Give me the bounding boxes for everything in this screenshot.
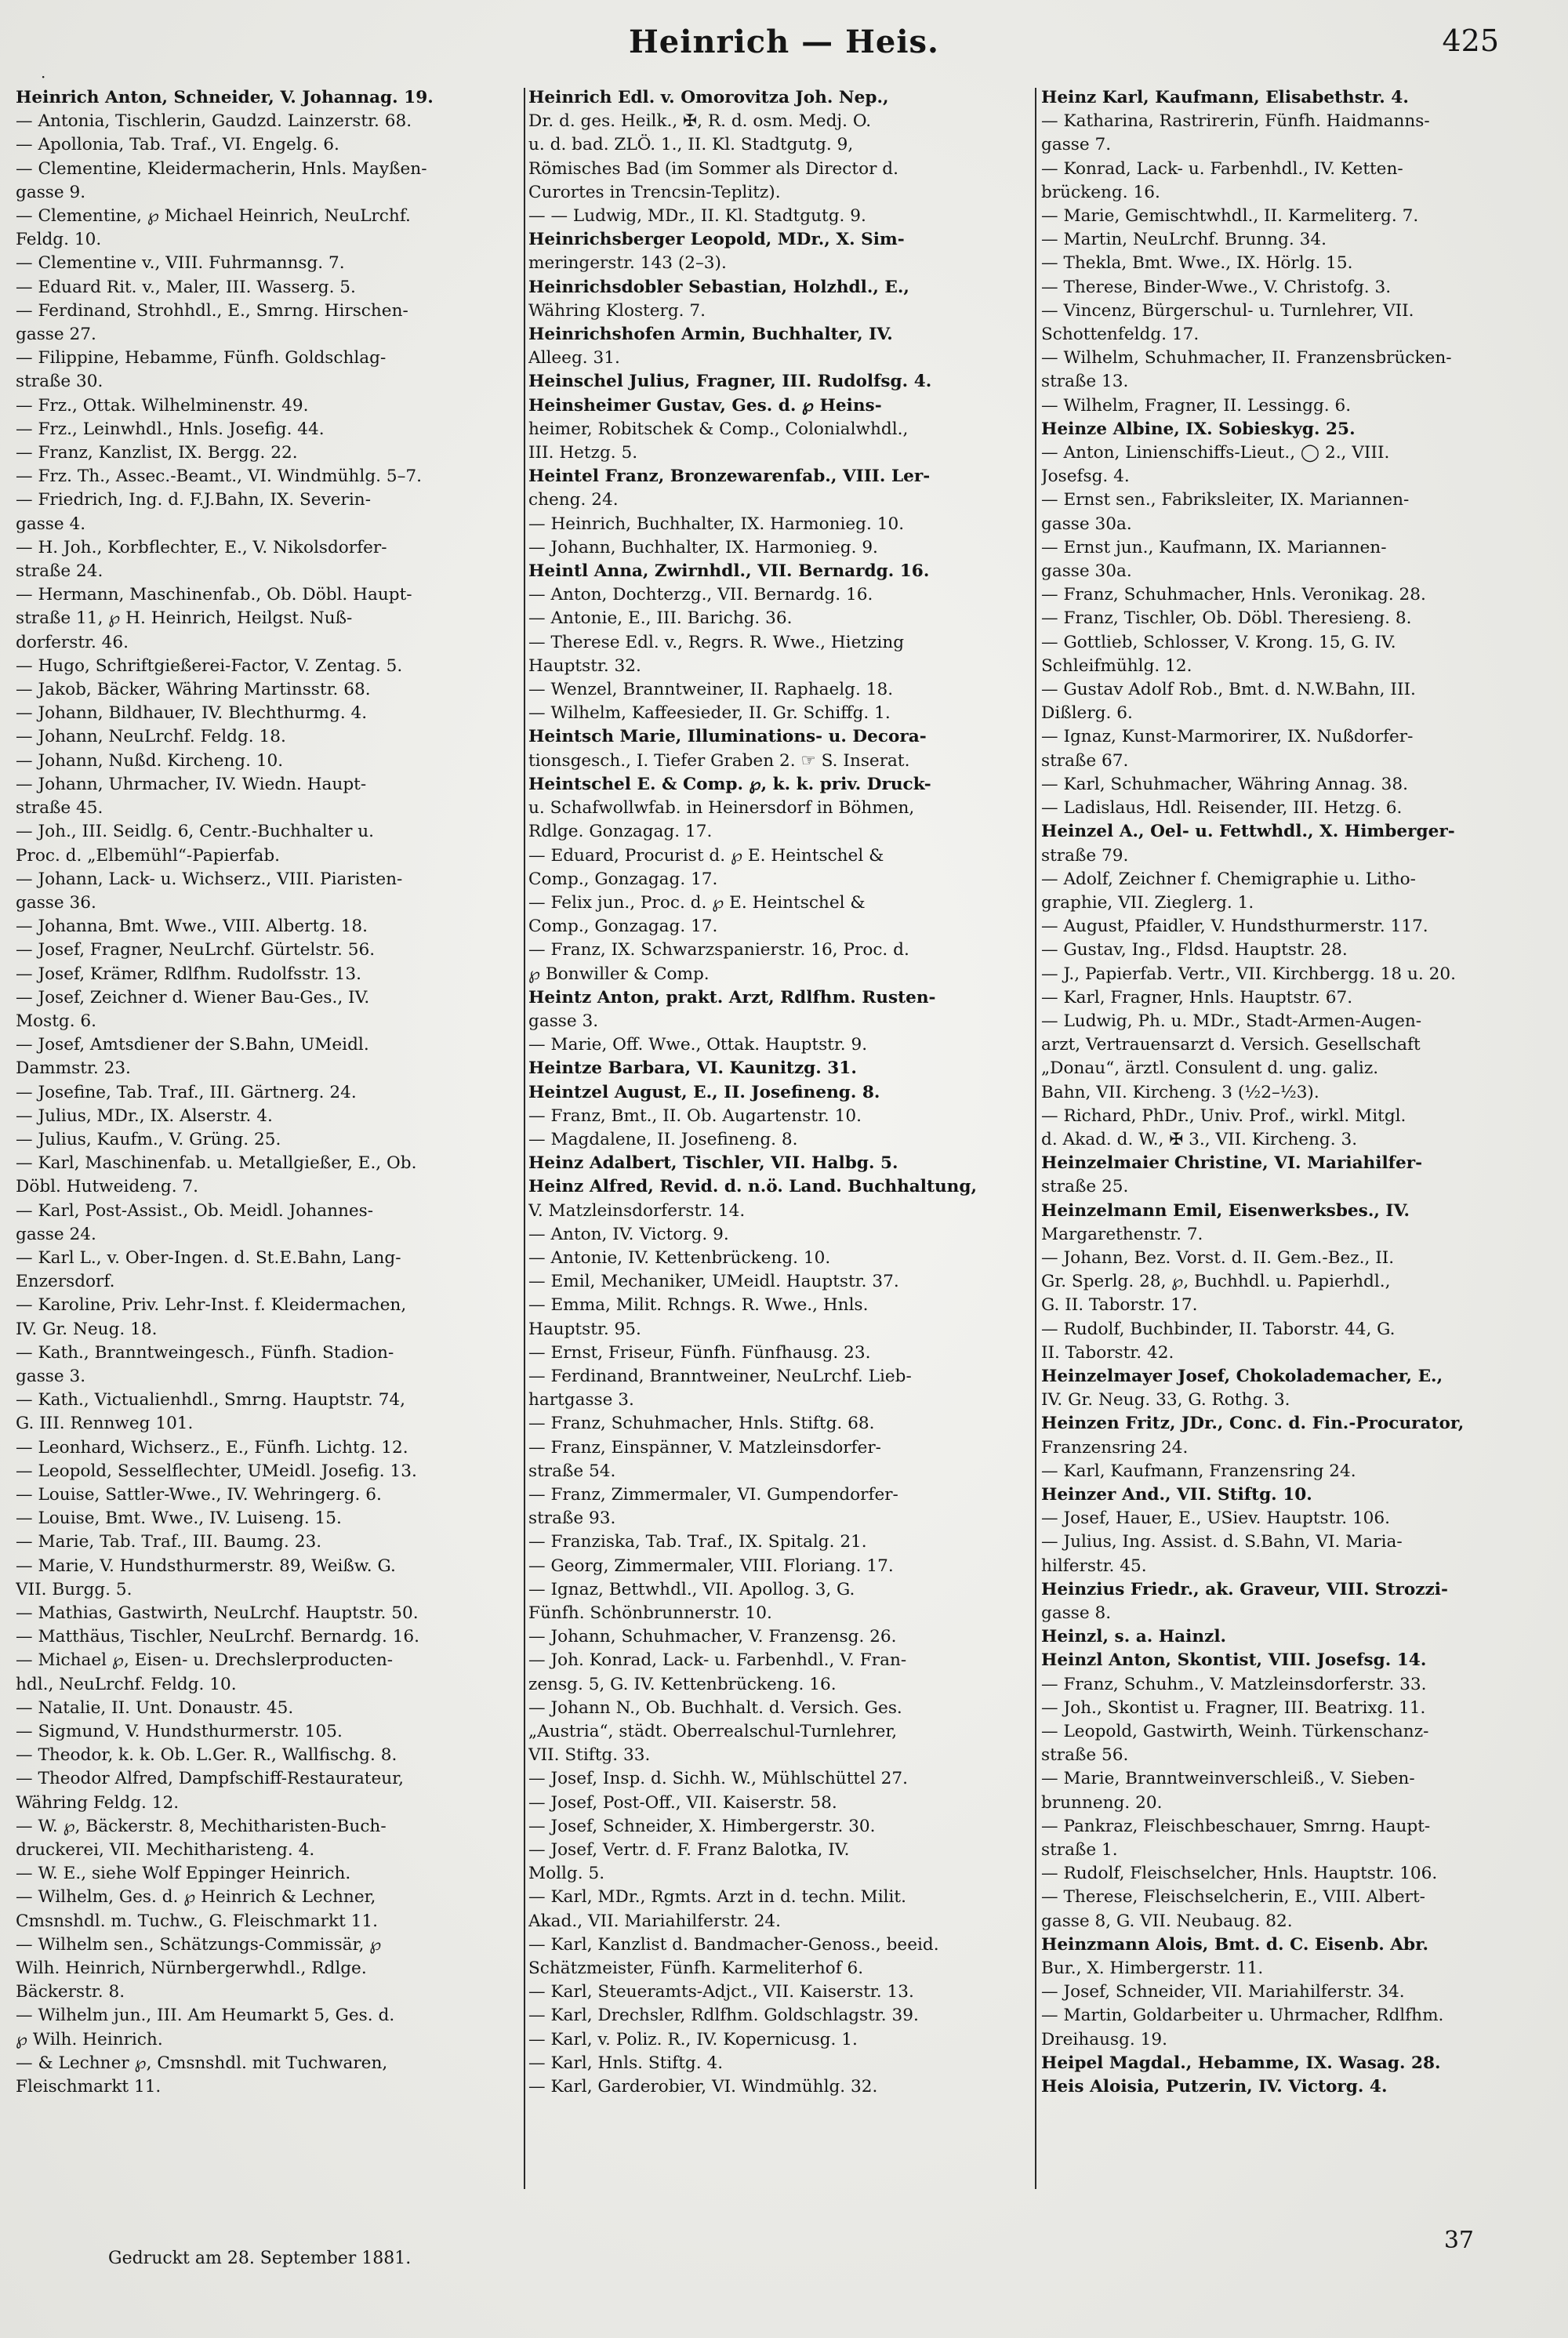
directory-entry-line: Curortes in Trencsin-Teplitz).: [528, 182, 781, 202]
directory-entry-line: brunneng. 20.: [1041, 1792, 1163, 1813]
directory-entry-line: — & Lechner ℘, Cmsnshdl. mit Tuchwaren,: [16, 2053, 388, 2073]
directory-entry-line: — Rudolf, Fleischselcher, Hnls. Hauptstr. 106.: [1041, 1864, 1438, 1884]
directory-entry-line: — Mathias, Gastwirth, NeuLrchf. Hauptstr. 50.: [16, 1603, 419, 1623]
directory-entry-line: — Johann, Schuhmacher, V. Franzensg. 26.: [528, 1627, 897, 1647]
directory-entry-line: Römisches Bad (im Sommer als Director d.: [528, 158, 898, 179]
directory-entry-line: — Jakob, Bäcker, Währing Martinsstr. 68.: [16, 680, 371, 700]
directory-entry-head: Heinz Adalbert, Tischler, VII. Halbg. 5.: [528, 1153, 898, 1174]
directory-entry-line: — Therese, Binder-Wwe., V. Christofg. 3.: [1041, 277, 1392, 297]
directory-entry-line: — Konrad, Lack- u. Farbenhdl., IV. Ketten-: [1041, 158, 1403, 179]
directory-entry-line: — Karl, Kaufmann, Franzensring 24.: [1041, 1461, 1356, 1481]
directory-entry-line: Comp., Gonzagag. 17.: [528, 917, 718, 937]
directory-entry-line: Währing Klosterg. 7.: [528, 300, 706, 321]
directory-entry-line: gasse 8.: [1041, 1603, 1112, 1623]
directory-entry-line: straße 45.: [16, 798, 103, 819]
directory-entry-line: — Josef, Krämer, Rdlfhm. Rudolfsstr. 13.: [16, 964, 362, 984]
directory-entry-line: — Franz, Schuhmacher, Hnls. Veronikag. 28.: [1041, 585, 1426, 605]
directory-entry-line: — Karl, Post-Assist., Ob. Meidl. Johannes-: [16, 1200, 374, 1221]
directory-entry-line: — Theodor, k. k. Ob. L.Ger. R., Wallfischg. 8.: [16, 1745, 397, 1766]
directory-entry-line: — Franz, Einspänner, V. Matzleinsdorfer-: [528, 1437, 881, 1458]
directory-entry-line: — Wilhelm, Schuhmacher, II. Franzensbrücken-: [1041, 348, 1452, 368]
directory-entry-line: — August, Pfaidler, V. Hundsthurmerstr. 117.: [1041, 917, 1428, 937]
page-footer: [0, 2195, 1568, 2289]
directory-entry-line: — Clementine v., VIII. Fuhrmannsg. 7.: [16, 253, 345, 274]
directory-entry-line: Dammstr. 23.: [16, 1058, 131, 1079]
directory-entry-line: gasse 8, G. VII. Neubaug. 82.: [1041, 1911, 1293, 1931]
directory-entry-line: gasse 3.: [528, 1011, 599, 1031]
directory-entry-line: u. d. bad. ZLÖ. 1., II. Kl. Stadtgutg. 9,: [528, 135, 854, 155]
directory-entry-line: d. Akad. d. W., ✠ 3., VII. Kircheng. 3.: [1041, 1129, 1358, 1149]
directory-entry-line: — Johann, Bildhauer, IV. Blechthurmg. 4.: [16, 703, 368, 724]
directory-entry-head: Heintschel E. & Comp. ℘, k. k. priv. Druck-: [528, 774, 931, 794]
directory-entry-line: Rdlge. Gonzagag. 17.: [528, 822, 713, 842]
directory-entry-line: — Therese, Fleischselcherin, E., VIII. Albert-: [1041, 1887, 1425, 1908]
directory-entry-line: — Franziska, Tab. Traf., IX. Spitalg. 21.: [528, 1532, 867, 1552]
directory-entry-line: — Ferdinand, Strohhdl., E., Smrng. Hirschen-: [16, 300, 408, 321]
directory-entry-line: straße 13.: [1041, 372, 1129, 392]
directory-entry-head: Heinzl, s. a. Hainzl.: [1041, 1627, 1227, 1647]
directory-entry-line: Enzersdorf.: [16, 1272, 115, 1292]
directory-entry-line: — Joh., III. Seidlg. 6, Centr.-Buchhalter u.: [16, 822, 375, 842]
directory-entry-line: — Franz, Tischler, Ob. Döbl. Theresieng. 8.: [1041, 608, 1412, 629]
directory-entry-line: — Eduard Rit. v., Maler, III. Wasserg. 5.: [16, 277, 356, 297]
directory-entry-line: straße 24.: [16, 561, 103, 582]
directory-entry-line: — Antonie, IV. Kettenbrückeng. 10.: [528, 1247, 831, 1268]
directory-entry-line: druckerei, VII. Mechitharisteng. 4.: [16, 1840, 315, 1861]
directory-entry-head: Heinzelmayer Josef, Chokolademacher, E.,: [1041, 1366, 1443, 1386]
directory-entry-line: — Julius, Ing. Assist. d. S.Bahn, VI. Maria-: [1041, 1532, 1403, 1552]
directory-entry-line: u. Schafwollwfab. in Heinersdorf in Böhmen,: [528, 798, 915, 819]
directory-entry-line: — Louise, Bmt. Wwe., IV. Luiseng. 15.: [16, 1508, 342, 1529]
page-number: 425: [1442, 24, 1499, 58]
directory-entry-line: — Franz, Schuhm., V. Matzleinsdorferstr. 33.: [1041, 1674, 1427, 1694]
directory-entry-line: — Matthäus, Tischler, NeuLrchf. Bernardg. 16.: [16, 1627, 420, 1647]
directory-entry-head: Heinsheimer Gustav, Ges. d. ℘ Heins-: [528, 395, 882, 416]
directory-entry-line: — Johann, Nußd. Kircheng. 10.: [16, 750, 284, 771]
directory-entry-line: — Franz, Kanzlist, IX. Bergg. 22.: [16, 443, 298, 463]
directory-entry-line: — Johann, Bez. Vorst. d. II. Gem.-Bez., II.: [1041, 1247, 1395, 1268]
directory-entry-line: IV. Gr. Neug. 33, G. Rothg. 3.: [1041, 1390, 1290, 1410]
directory-entry-line: hdl., NeuLrchf. Feldg. 10.: [16, 1674, 237, 1694]
directory-entry-line: — Anton, IV. Victorg. 9.: [528, 1224, 729, 1244]
directory-entry-line: — Felix jun., Proc. d. ℘ E. Heintschel &: [528, 892, 866, 913]
directory-entry-line: — Joh. Konrad, Lack- u. Farbenhdl., V. Fran-: [528, 1650, 907, 1671]
directory-entry-line: Schottenfeldg. 17.: [1041, 325, 1200, 345]
directory-entry-line: Dreihausg. 19.: [1041, 2029, 1167, 2049]
column-3: [1041, 86, 1554, 2195]
directory-entry-line: — Franz, Bmt., II. Ob. Augartenstr. 10.: [528, 1105, 862, 1126]
directory-entry-head: Heis Aloisia, Putzerin, IV. Victorg. 4.: [1041, 2077, 1388, 2097]
directory-entry-line: — Ernst jun., Kaufmann, IX. Mariannen-: [1041, 537, 1387, 557]
directory-entry-line: — Heinrich, Buchhalter, IX. Harmonieg. 10.: [528, 514, 905, 534]
directory-entry-line: Schleifmühlg. 12.: [1041, 655, 1192, 676]
directory-entry-line: — Emma, Milit. Rchngs. R. Wwe., Hnls.: [528, 1295, 869, 1316]
directory-entry-line: „Austria“, städt. Oberrealschul-Turnlehrer,: [528, 1722, 898, 1742]
directory-entry-line: VII. Stiftg. 33.: [528, 1745, 651, 1766]
directory-entry-line: Fleischmarkt 11.: [16, 2077, 162, 2097]
directory-entry-line: zensg. 5, G. IV. Kettenbrückeng. 16.: [528, 1674, 837, 1694]
directory-entry-line: — Natalie, II. Unt. Donaustr. 45.: [16, 1697, 294, 1718]
directory-entry-line: straße 56.: [1041, 1745, 1129, 1766]
directory-entry-line: — Johann, Lack- u. Wichserz., VIII. Piaristen-: [16, 869, 403, 889]
column-1: [16, 86, 521, 2195]
directory-entry-line: gasse 24.: [16, 1224, 96, 1244]
sheet-number: 37: [1443, 2227, 1474, 2254]
directory-entry-line: — Thekla, Bmt. Wwe., IX. Hörlg. 15.: [1041, 253, 1353, 274]
directory-entry-line: — — Ludwig, MDr., II. Kl. Stadtgutg. 9.: [528, 206, 866, 227]
directory-entry-line: — Wenzel, Branntweiner, II. Raphaelg. 18.: [528, 680, 894, 700]
directory-entry-line: Mostg. 6.: [16, 1011, 97, 1031]
directory-entry-line: Akad., VII. Mariahilferstr. 24.: [528, 1911, 782, 1931]
directory-entry-line: — Wilhelm sen., Schätzungs-Commissär, ℘: [16, 1934, 382, 1955]
directory-entry-line: — J., Papierfab. Vertr., VII. Kirchbergg. 18 u. 20.: [1041, 964, 1457, 984]
directory-entry-line: — Franz, Schuhmacher, Hnls. Stiftg. 68.: [528, 1414, 875, 1434]
directory-entry-line: — Johann, Uhrmacher, IV. Wiedn. Haupt-: [16, 774, 367, 794]
directory-entry-line: — Georg, Zimmermaler, VIII. Floriang. 17.: [528, 1556, 894, 1576]
directory-entry-line: — Josef, Insp. d. Sichh. W., Mühlschüttel 27.: [528, 1769, 908, 1789]
directory-entry-line: — Joh., Skontist u. Fragner, III. Beatrixg. 11.: [1041, 1697, 1426, 1718]
directory-entry-line: — Frz. Th., Assec.-Beamt., VI. Windmühlg. 5–7.: [16, 467, 423, 487]
directory-entry-line: — Franz, IX. Schwarzspanierstr. 16, Proc. d.: [528, 940, 909, 960]
running-head: Heinrich — Heis.: [629, 24, 939, 60]
directory-entry-line: VII. Burgg. 5.: [16, 1579, 132, 1599]
directory-entry-line: straße 79.: [1041, 845, 1129, 866]
directory-entry-line: — Theodor Alfred, Dampfschiff-Restaurateur,: [16, 1769, 404, 1789]
directory-entry-head: Heintel Franz, Bronzewarenfab., VIII. Ler-: [528, 467, 931, 487]
directory-entry-line: — Ludwig, Ph. u. MDr., Stadt-Armen-Augen-: [1041, 1011, 1422, 1031]
margin-mark: ·: [41, 67, 46, 86]
directory-entry-line: G. III. Rennweg 101.: [16, 1414, 194, 1434]
directory-entry-line: — Ernst, Friseur, Fünfh. Fünfhausg. 23.: [528, 1342, 871, 1363]
directory-entry-line: Bur., X. Himbergerstr. 11.: [1041, 1959, 1264, 1979]
directory-entry-line: — Ernst sen., Fabriksleiter, IX. Mariannen-: [1041, 490, 1410, 510]
directory-entry-line: — Katharina, Rastrirerin, Fünfh. Haidmanns-: [1041, 111, 1430, 132]
directory-entry-line: — Therese Edl. v., Regrs. R. Wwe., Hietzing: [528, 632, 905, 652]
directory-entry-head: Heinzelmann Emil, Eisenwerksbes., IV.: [1041, 1200, 1410, 1221]
directory-entry-line: gasse 7.: [1041, 135, 1112, 155]
directory-entry-line: — Karl, Steueramts-Adjct., VII. Kaiserstr. 13.: [528, 1982, 914, 2002]
directory-entry-line: — Sigmund, V. Hundsthurmerstr. 105.: [16, 1722, 343, 1742]
directory-entry-line: — Josef, Post-Off., VII. Kaiserstr. 58.: [528, 1792, 837, 1813]
directory-entry-line: — Marie, V. Hundsthurmerstr. 89, Weißw. G.: [16, 1556, 396, 1576]
directory-entry-line: gasse 3.: [16, 1366, 86, 1386]
directory-entry-head: Heintze Barbara, VI. Kaunitzg. 31.: [528, 1058, 857, 1079]
directory-entry-head: Heinrichsdobler Sebastian, Holzhdl., E.,: [528, 277, 909, 297]
directory-entry-line: — Marie, Branntweinverschleiß., V. Sieben-: [1041, 1769, 1415, 1789]
directory-entry-line: — Wilhelm jun., III. Am Heumarkt 5, Ges. d.: [16, 2006, 395, 2026]
directory-entry-head: Heipel Magdal., Hebamme, IX. Wasag. 28.: [1041, 2053, 1441, 2073]
directory-entry-line: — Apollonia, Tab. Traf., VI. Engelg. 6.: [16, 135, 339, 155]
directory-entry-line: — Ignaz, Kunst-Marmorirer, IX. Nußdorfer-: [1041, 727, 1414, 747]
directory-entry-line: — Josef, Fragner, NeuLrchf. Gürtelstr. 56.: [16, 940, 376, 960]
directory-entry-line: Cmsnshdl. m. Tuchw., G. Fleischmarkt 11.: [16, 1911, 378, 1931]
directory-entry-line: Bahn, VII. Kircheng. 3 (½2–½3).: [1041, 1082, 1319, 1102]
directory-entry-line: — Hugo, Schriftgießerei-Factor, V. Zentag. 5.: [16, 655, 403, 676]
directory-entry-line: — Gottlieb, Schlosser, V. Krong. 15, G. IV.: [1041, 632, 1396, 652]
directory-entry-line: — Ignaz, Bettwhdl., VII. Apollog. 3, G.: [528, 1579, 855, 1599]
directory-entry-line: — Johann, NeuLrchf. Feldg. 18.: [16, 727, 286, 747]
directory-entry-line: — Karoline, Priv. Lehr-Inst. f. Kleidermachen,: [16, 1295, 407, 1316]
directory-entry-head: Heinrichshofen Armin, Buchhalter, IV.: [528, 325, 893, 345]
directory-entry-line: — Karl, Kanzlist d. Bandmacher-Genoss., beeid.: [528, 1934, 939, 1955]
directory-entry-line: — Josef, Schneider, VII. Mariahilferstr. 34.: [1041, 1982, 1405, 2002]
directory-entry-line: Hauptstr. 95.: [528, 1319, 641, 1339]
directory-entry-line: — Louise, Sattler-Wwe., IV. Wehringerg. 6.: [16, 1484, 382, 1505]
directory-entry-line: straße 93.: [528, 1508, 616, 1529]
directory-entry-line: Wilh. Heinrich, Nürnbergerwhdl., Rdlge.: [16, 1959, 367, 1979]
directory-entry-head: Heintz Anton, prakt. Arzt, Rdlfhm. Rusten-: [528, 987, 936, 1007]
directory-entry-head: Heinze Albine, IX. Sobieskyg. 25.: [1041, 419, 1356, 439]
directory-entry-line: G. II. Taborstr. 17.: [1041, 1295, 1198, 1316]
directory-entry-head: Heinschel Julius, Fragner, III. Rudolfsg. 4.: [528, 372, 932, 392]
directory-entry-line: — Filippine, Hebamme, Fünfh. Goldschlag-: [16, 348, 387, 368]
directory-entry-line: „Donau“, ärztl. Consulent d. ung. galiz.: [1041, 1058, 1379, 1079]
directory-entry-head: Heinzmann Alois, Bmt. d. C. Eisenb. Abr.: [1041, 1934, 1429, 1955]
directory-entry-line: — Josef, Zeichner d. Wiener Bau-Ges., IV.: [16, 987, 370, 1007]
directory-entry-line: gasse 9.: [16, 182, 86, 202]
directory-entry-head: Heintl Anna, Zwirnhdl., VII. Bernardg. 16.: [528, 561, 930, 582]
print-date: Gedruckt am 28. September 1881.: [108, 2249, 412, 2268]
directory-entry-line: Hauptstr. 32.: [528, 655, 641, 676]
directory-entry-head: Heinzl Anton, Skontist, VIII. Josefsg. 14.: [1041, 1650, 1427, 1671]
directory-entry-line: heimer, Robitschek & Comp., Colonialwhdl.,: [528, 419, 909, 439]
directory-entry-line: gasse 4.: [16, 514, 86, 534]
directory-entry-line: — Clementine, Kleidermacherin, Hnls. Mayßen-: [16, 158, 427, 179]
directory-entry-line: — Leonhard, Wichserz., E., Fünfh. Lichtg. 12.: [16, 1437, 408, 1458]
directory-entry-line: — Leopold, Sesselflechter, UMeidl. Josefig. 13.: [16, 1461, 417, 1481]
directory-entry-line: — Karl, Fragner, Hnls. Hauptstr. 67.: [1041, 987, 1353, 1007]
directory-entry-line: — Michael ℘, Eisen- u. Drechslerproducten-: [16, 1650, 394, 1671]
directory-entry-head: Heinrich Anton, Schneider, V. Johannag. 19.: [16, 88, 434, 107]
directory-entry-line: — Leopold, Gastwirth, Weinh. Türkenschanz-: [1041, 1722, 1429, 1742]
directory-entry-head: Heinrichsberger Leopold, MDr., X. Sim-: [528, 230, 905, 250]
directory-entry-line: — Gustav Adolf Rob., Bmt. d. N.W.Bahn, III.: [1041, 680, 1416, 700]
directory-entry-line: straße 11, ℘ H. Heinrich, Heilgst. Nuß-: [16, 608, 353, 629]
directory-entry-line: — Wilhelm, Fragner, II. Lessingg. 6.: [1041, 395, 1352, 416]
directory-entry-line: straße 54.: [528, 1461, 616, 1481]
directory-entry-line: Franzensring 24.: [1041, 1437, 1189, 1458]
directory-entry-line: — Karl, MDr., Rgmts. Arzt in d. techn. Milit.: [528, 1887, 906, 1908]
directory-entry-line: Dr. d. ges. Heilk., ✠, R. d. osm. Medj. O.: [528, 111, 872, 132]
directory-entry-head: Heinrich Edl. v. Omorovitza Joh. Nep.,: [528, 88, 889, 107]
directory-entry-line: Comp., Gonzagag. 17.: [528, 869, 718, 889]
directory-entry-line: gasse 30a.: [1041, 561, 1132, 582]
directory-entry-line: IV. Gr. Neug. 18.: [16, 1319, 158, 1339]
directory-entry-line: — Wilhelm, Kaffeesieder, II. Gr. Schiffg. 1.: [528, 703, 891, 724]
directory-entry-line: — Karl, Maschinenfab. u. Metallgießer, E., Ob.: [16, 1153, 417, 1174]
directory-entry-line: — Kath., Victualienhdl., Smrng. Hauptstr. 74,: [16, 1390, 405, 1410]
directory-entry-line: — Johann N., Ob. Buchhalt. d. Versich. Ges.: [528, 1697, 902, 1718]
directory-entry-line: Josefsg. 4.: [1041, 467, 1130, 487]
directory-entry-line: — Martin, Goldarbeiter u. Uhrmacher, Rdlfhm.: [1041, 2006, 1444, 2026]
directory-entry-line: — Karl, v. Poliz. R., IV. Kopernicusg. 1.: [528, 2029, 858, 2049]
directory-entry-line: — Emil, Mechaniker, UMeidl. Hauptstr. 37.: [528, 1272, 899, 1292]
directory-entry-line: brückeng. 16.: [1041, 182, 1160, 202]
directory-entry-line: — Marie, Tab. Traf., III. Baumg. 23.: [16, 1532, 322, 1552]
directory-entry-line: — Karl, Garderobier, VI. Windmühlg. 32.: [528, 2077, 878, 2097]
directory-entry-line: — Eduard, Procurist d. ℘ E. Heintschel &: [528, 845, 884, 866]
directory-entry-line: — Julius, MDr., IX. Alserstr. 4.: [16, 1105, 273, 1126]
directory-entry-line: — Magdalene, II. Josefineng. 8.: [528, 1129, 798, 1149]
directory-entry-line: — Rudolf, Buchbinder, II. Taborstr. 44, G.: [1041, 1319, 1396, 1339]
directory-entry-line: — Kath., Branntweingesch., Fünfh. Stadion-: [16, 1342, 394, 1363]
directory-entry-line: III. Hetzg. 5.: [528, 443, 638, 463]
directory-entry-head: Heinz Alfred, Revid. d. n.ö. Land. Buchhaltung,: [528, 1177, 977, 1197]
directory-entry-line: — W. ℘, Bäckerstr. 8, Mechitharisten-Buch-: [16, 1816, 387, 1836]
directory-entry-line: II. Taborstr. 42.: [1041, 1342, 1174, 1363]
directory-entry-line: dorferstr. 46.: [16, 632, 129, 652]
directory-entry-line: — Johanna, Bmt. Wwe., VIII. Albertg. 18.: [16, 917, 368, 937]
directory-entry-line: hartgasse 3.: [528, 1390, 634, 1410]
directory-entry-line: — Vincenz, Bürgerschul- u. Turnlehrer, VII.: [1041, 300, 1414, 321]
directory-entry-head: Heinzel A., Oel- u. Fettwhdl., X. Himberger-: [1041, 822, 1455, 842]
directory-entry-line: ℘ Wilh. Heinrich.: [16, 2029, 163, 2049]
directory-entry-line: — Richard, PhDr., Univ. Prof., wirkl. Mitgl.: [1041, 1105, 1406, 1126]
directory-entry-line: Feldg. 10.: [16, 230, 102, 250]
directory-entry-line: — Frz., Leinwhdl., Hnls. Josefig. 44.: [16, 419, 325, 439]
directory-entry-line: — Anton, Linienschiffs-Lieut., ◯ 2., VIII.: [1041, 443, 1390, 463]
directory-entry-head: Heintzel August, E., II. Josefineng. 8.: [528, 1082, 880, 1102]
directory-entry-line: straße 1.: [1041, 1840, 1118, 1861]
directory-entry-line: — Gustav, Ing., Fldsd. Hauptstr. 28.: [1041, 940, 1348, 960]
directory-entry-line: — Marie, Gemischtwhdl., II. Karmeliterg. 7.: [1041, 206, 1419, 227]
directory-entry-line: — Martin, NeuLrchf. Brunng. 34.: [1041, 230, 1327, 250]
directory-entry-line: — Karl, Hnls. Stiftg. 4.: [528, 2053, 724, 2073]
directory-entry-line: — Anton, Dochterzg., VII. Bernardg. 16.: [528, 585, 873, 605]
entry-columns: [16, 86, 1554, 2195]
directory-entry-line: Schätzmeister, Fünfh. Karmeliterhof 6.: [528, 1959, 864, 1979]
directory-entry-head: Heinz Karl, Kaufmann, Elisabethstr. 4.: [1041, 88, 1409, 107]
directory-entry-line: Währing Feldg. 12.: [16, 1792, 180, 1813]
directory-entry-line: — Karl, Schuhmacher, Währing Annag. 38.: [1041, 774, 1408, 794]
directory-entry-line: V. Matzleinsdorferstr. 14.: [528, 1200, 746, 1221]
directory-entry-line: ℘ Bonwiller & Comp.: [528, 964, 710, 984]
directory-entry-line: — Antonia, Tischlerin, Gaudzd. Lainzerstr. 68.: [16, 111, 412, 132]
directory-entry-line: — Wilhelm, Ges. d. ℘ Heinrich & Lechner,: [16, 1887, 376, 1908]
directory-entry-line: — Johann, Buchhalter, IX. Harmonieg. 9.: [528, 537, 878, 557]
directory-entry-line: cheng. 24.: [528, 490, 619, 510]
directory-entry-line: — Pankraz, Fleischbeschauer, Smrng. Haupt-: [1041, 1816, 1431, 1836]
directory-entry-line: — Hermann, Maschinenfab., Ob. Döbl. Haupt-: [16, 585, 412, 605]
directory-entry-line: — Antonie, E., III. Barichg. 36.: [528, 608, 793, 629]
page-header: [0, 24, 1568, 86]
directory-entry-line: — Clementine, ℘ Michael Heinrich, NeuLrchf.: [16, 206, 411, 227]
directory-entry-line: — Ladislaus, Hdl. Reisender, III. Hetzg. 6.: [1041, 798, 1403, 819]
directory-entry-line: Fünfh. Schönbrunnerstr. 10.: [528, 1603, 772, 1623]
directory-entry-line: straße 25.: [1041, 1177, 1129, 1197]
directory-entry-line: — Marie, Off. Wwe., Ottak. Hauptstr. 9.: [528, 1035, 868, 1055]
directory-entry-line: — Julius, Kaufm., V. Grüng. 25.: [16, 1129, 281, 1149]
directory-entry-line: Mollg. 5.: [528, 1864, 605, 1884]
directory-entry-head: Heinzer And., VII. Stiftg. 10.: [1041, 1484, 1312, 1505]
directory-entry-line: — Josef, Hauer, E., USiev. Hauptstr. 106.: [1041, 1508, 1391, 1529]
directory-entry-line: gasse 27.: [16, 325, 96, 345]
directory-entry-line: — Karl, Drechsler, Rdlfhm. Goldschlagstr. 39.: [528, 2006, 919, 2026]
directory-entry-line: — Ferdinand, Branntweiner, NeuLrchf. Lieb-: [528, 1366, 912, 1386]
directory-entry-head: Heinzius Friedr., ak. Graveur, VIII. Strozzi-: [1041, 1579, 1448, 1599]
directory-entry-line: Proc. d. „Elbemühl“-Papierfab.: [16, 845, 281, 866]
directory-entry-line: hilferstr. 45.: [1041, 1556, 1147, 1576]
directory-entry-line: gasse 36.: [16, 892, 96, 913]
directory-entry-head: Heintsch Marie, Illuminations- u. Decora-: [528, 727, 927, 747]
directory-entry-line: — Josef, Vertr. d. F. Franz Balotka, IV.: [528, 1840, 850, 1861]
directory-entry-head: Heinzelmaier Christine, VI. Mariahilfer-: [1041, 1153, 1423, 1174]
directory-entry-line: — Josef, Schneider, X. Himbergerstr. 30.: [528, 1816, 876, 1836]
directory-entry-line: Gr. Sperlg. 28, ℘, Buchhdl. u. Papierhdl.,: [1041, 1272, 1391, 1292]
directory-entry-line: tionsgesch., I. Tiefer Graben 2. ☞ S. Inserat.: [528, 750, 910, 771]
directory-entry-line: — Josefine, Tab. Traf., III. Gärtnerg. 24.: [16, 1082, 357, 1102]
directory-entry-line: Bäckerstr. 8.: [16, 1982, 125, 2002]
directory-entry-line: Margarethenstr. 7.: [1041, 1224, 1203, 1244]
directory-entry-line: graphie, VII. Zieglerg. 1.: [1041, 892, 1254, 913]
directory-entry-line: Alleeg. 31.: [528, 348, 620, 368]
directory-entry-line: — H. Joh., Korbflechter, E., V. Nikolsdorfer-: [16, 537, 387, 557]
directory-entry-line: straße 67.: [1041, 750, 1129, 771]
directory-entry-head: Heinzen Fritz, JDr., Conc. d. Fin.-Procurator,: [1041, 1414, 1465, 1434]
directory-entry-line: — Josef, Amtsdiener der S.Bahn, UMeidl.: [16, 1035, 369, 1055]
directory-entry-line: — Friedrich, Ing. d. F.J.Bahn, IX. Severin-: [16, 490, 371, 510]
directory-entry-line: straße 30.: [16, 372, 103, 392]
directory-entry-line: — Frz., Ottak. Wilhelminenstr. 49.: [16, 395, 309, 416]
directory-entry-line: Dißlerg. 6.: [1041, 703, 1133, 724]
directory-entry-line: — Karl L., v. Ober-Ingen. d. St.E.Bahn, Lang-: [16, 1247, 401, 1268]
directory-entry-line: — Adolf, Zeichner f. Chemigraphie u. Litho-: [1041, 869, 1416, 889]
directory-entry-line: — W. E., siehe Wolf Eppinger Heinrich.: [16, 1864, 351, 1884]
directory-entry-line: arzt, Vertrauensarzt d. Versich. Gesellschaft: [1041, 1035, 1421, 1055]
directory-entry-line: — Franz, Zimmermaler, VI. Gumpendorfer-: [528, 1484, 898, 1505]
column-2: [528, 86, 1033, 2195]
directory-entry-line: gasse 30a.: [1041, 514, 1132, 534]
directory-entry-line: Döbl. Hutweideng. 7.: [16, 1177, 199, 1197]
directory-entry-line: meringerstr. 143 (2–3).: [528, 253, 727, 274]
